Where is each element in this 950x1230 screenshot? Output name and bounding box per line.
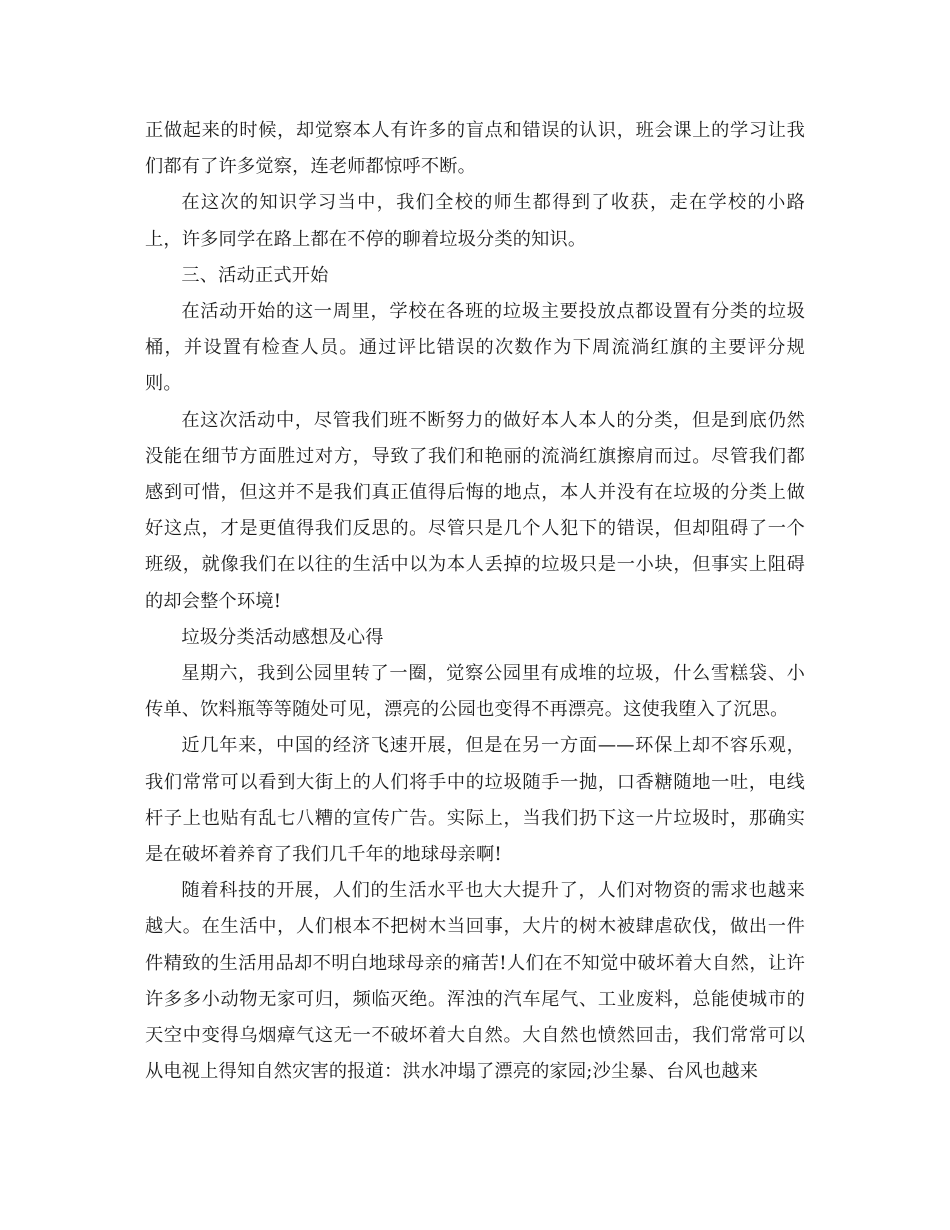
- paragraph-activity-week: 在活动开始的这一周里，学校在各班的垃圾主要投放点都设置有分类的垃圾桶，并设置有检查人员。通过评比错误的次数作为下周流淌红旗的主要评分规则。: [145, 301, 805, 395]
- document-body: [145, 113, 805, 1090]
- paragraph-school-learning: 在这次的知识学习当中，我们全校的师生都得到了收获，走在学校的小路上，许多同学在路上都在不停的聊着垃圾分类的知识。: [145, 192, 805, 250]
- paragraph-economy-environment: 近几年来，中国的经济飞速开展，但是在另一方面——环保上却不容乐观，我们常常可以看到大街上的人们将手中的垃圾随手一抛，口香糖随地一吐，电线杆子上也贴有乱七八糟的宣传广告。实际上，当我们扔下这一片垃圾时，那确实是在破坏着养育了我们几千年的地球母亲啊!: [145, 735, 805, 866]
- paragraph-class-effort: 在这次活动中，尽管我们班不断努力的做好本人本人的分类，但是到底仍然没能在细节方面胜过对方，导致了我们和艳丽的流淌红旗擦肩而过。尽管我们都感到可惜，但这并不是我们真正值得后悔的地点，本人并没有在垃圾的分类上做好这点，才是更值得我们反思的。尽管只是几个人犯下的错误，但却阻碍了一个班级，就像我们在以往的生活中以为本人丢掉的垃圾只是一小块，但事实上阻碍的却会整个环境!: [145, 409, 805, 612]
- paragraph-park-visit: 星期六，我到公园里转了一圈，觉察公园里有成堆的垃圾，什么雪糕袋、小传单、饮料瓶等等随处可见，漂亮的公园也变得不再漂亮。这使我堕入了沉思。: [145, 663, 805, 721]
- paragraph-technology-nature: 随着科技的开展，人们的生活水平也大大提升了，人们对物资的需求也越来越大。在生活中，人们根本不把树木当回事，大片的树木被肆虐砍伐，做出一件件精致的生活用品却不明白地球母亲的痛苦!人们在不知觉中破坏着大自然，让许许多多小动物无家可归，频临灭绝。浑浊的汽车尾气、工业废料，总能使城市的天空中变得乌烟瘴气这无一不破坏着大自然。大自然也愤然回击，我们常常可以从电视上得知自然灾害的报道：洪水冲塌了漂亮的家园;沙尘暴、台风也越来: [145, 880, 805, 1083]
- section-heading-reflections: 垃圾分类活动感想及心得: [181, 626, 384, 648]
- paragraph-continuation: 正做起来的时候，却觉察本人有许多的盲点和错误的认识，班会课上的学习让我们都有了许多觉察，连老师都惊呼不断。: [145, 120, 805, 178]
- section-heading-activity-start: 三、活动正式开始: [181, 264, 329, 286]
